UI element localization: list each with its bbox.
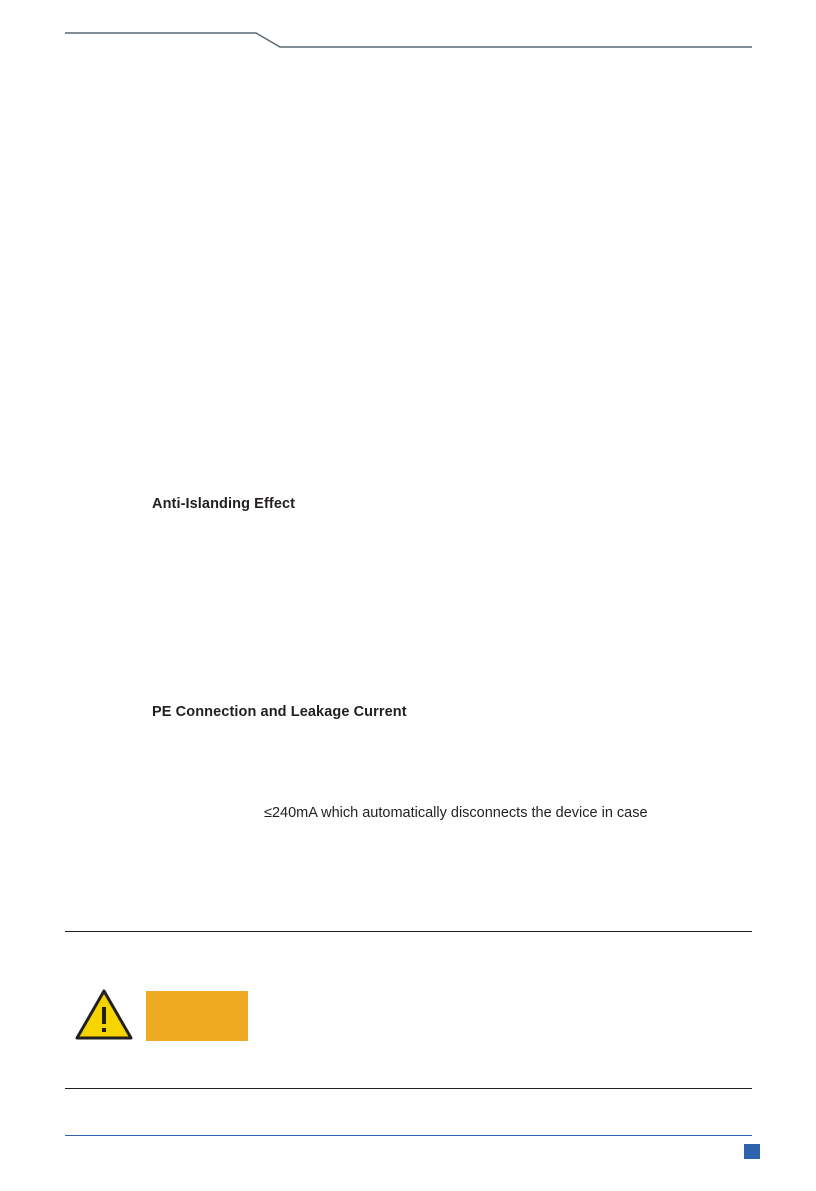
notice-top-divider xyxy=(65,931,752,932)
footer-page-number xyxy=(744,1144,760,1159)
heading-anti-islanding-effect: Anti-Islanding Effect xyxy=(152,496,296,512)
warning-triangle-icon xyxy=(74,988,134,1042)
notice-label-text xyxy=(146,991,248,1006)
paragraph-leakage-current: ≤240mA which automatically disconnects the device in case xyxy=(264,805,648,821)
notice-label-badge xyxy=(146,991,248,1041)
header-decoration xyxy=(0,0,816,70)
notice-bottom-divider xyxy=(65,1088,752,1089)
footer-divider xyxy=(65,1135,752,1136)
heading-pe-connection-and-leakage-current: PE Connection and Leakage Current xyxy=(152,704,407,720)
